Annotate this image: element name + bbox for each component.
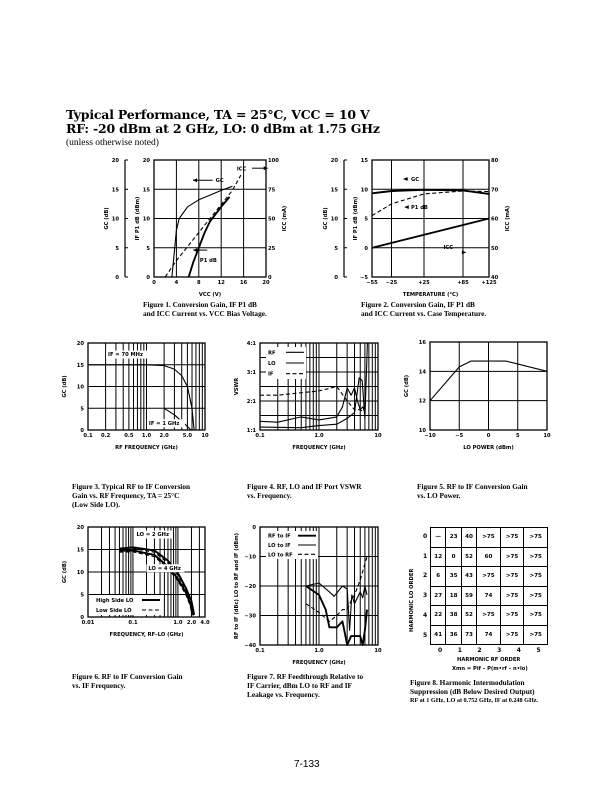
table-cell: 27 [431,586,446,606]
x-tick-label: 4.0 [200,620,210,626]
table-row [431,606,548,626]
table-cell: 40 [461,528,476,548]
harmonic-table [430,527,548,645]
annotation-label: GC [411,177,420,184]
table-cell: 22 [431,606,446,626]
table-cell: 74 [477,586,501,606]
table-cell: — [431,528,446,548]
x-axis-label: FREQUENCY, RF–LO (GHz) [109,632,184,638]
legend-label: LO to IF [268,543,291,549]
y-axis-label: GC (dB) [62,375,68,398]
y-tick-label: 10 [418,428,426,434]
table-row [431,567,548,587]
y-tick-label: 14 [418,369,426,376]
legend-label: RF to IF [268,533,291,540]
y-axis-label: VSWR [234,377,240,396]
caption-fig3 [72,482,190,509]
caption-line: (Low Side LO). [72,500,121,509]
table-cell: 36 [446,625,461,645]
caption-line: and ICC Current vs. VCC Bias Voltage. [143,309,267,318]
chart-fig3 [62,341,209,451]
right-y-tick-label: 80 [491,158,499,164]
table-cell: >75 [524,547,548,567]
right-y-tick-label: 100 [268,158,279,164]
x-tick-label: −55 [366,280,378,286]
outer-y-tick-label: 10 [330,216,338,223]
x-tick-label: 10 [201,433,209,439]
outer-y-tick-label: 0 [334,275,338,281]
x-tick-label: 8 [196,280,201,286]
x-axis-label: VCC (V) [198,292,222,298]
table-cell: >75 [524,567,548,587]
table-row [431,625,548,645]
table-cell: 74 [477,625,501,645]
caption-line: Figure 6. RF to IF Conversion Gain [72,672,183,681]
y-axis-label: GC (dB) [62,560,68,584]
x-tick-label: 16 [239,280,248,286]
y-tick-label: 0 [146,275,150,281]
series-line-icc [372,219,489,248]
x-tick-label: 1.0 [141,433,152,439]
annotation-label: ICC [443,244,454,251]
row-header: 3 [423,592,428,600]
arrow-head-icon [462,250,466,254]
column-header: 5 [536,647,541,654]
caption-fig8 [410,678,538,705]
table-cell: >75 [477,528,501,548]
table-row [431,528,548,548]
table-cell: 60 [477,547,501,567]
x-tick-label: 10 [543,433,551,439]
right-y-tick-label: 60 [491,216,499,223]
caption-fig4 [247,482,362,500]
outer-y-tick-label: 15 [330,187,338,194]
x-tick-label: 10 [374,648,382,654]
table-cell: 59 [461,586,476,606]
caption-line: Figure 8. Harmonic Intermodulation [410,678,525,687]
outer-y-tick-label: 20 [111,158,119,164]
y-tick-label: 1:1 [246,428,256,434]
right-y-axis-label: ICC (mA) [505,205,511,232]
caption-fig2 [361,300,486,318]
table-cell: >75 [524,625,548,645]
row-header: 1 [423,552,428,560]
y-tick-label: 10 [76,384,84,391]
x-tick-label: 12 [217,280,225,286]
x-tick-label: 1.0 [314,648,324,654]
table-cell: >75 [500,547,524,567]
y-tick-label: −30 [244,613,256,620]
outer-y-tick-label: 20 [330,158,338,164]
right-y-tick-label: 40 [491,275,499,281]
y-tick-label: 10 [360,187,368,194]
harmonic-formula: Xmn = Pif – P(m•rf – n•lo) [452,666,528,672]
x-axis-label: RF FREQUENCY (GHz) [115,445,178,451]
caption-line: Gain vs. RF Frequency, TA = 25°C [72,491,180,500]
table-cell: 43 [461,567,476,587]
x-tick-label: +125 [481,280,497,286]
x-tick-label: 0.2 [101,433,111,439]
table-cell: 38 [446,606,461,626]
right-y-axis-label: ICC (mA) [282,205,288,232]
page-title-line-1: Typical Performance, TA = 25°C, VCC = 10 V [66,107,370,122]
table-row [431,586,548,606]
right-y-tick-label: 50 [491,245,499,252]
table-cell: >75 [500,528,524,548]
caption-line: Figure 1. Conversion Gain, IF P1 dB [143,300,257,309]
outer-y-axis-label: GC (dB) [323,207,329,230]
caption-line: and ICC Current vs. Case Temperature. [361,309,487,318]
table-cell: 41 [431,625,446,645]
table-cell: 52 [461,547,476,567]
x-tick-label: 2.0 [159,433,169,439]
chart-fig1 [104,158,288,298]
y-tick-label: 5 [80,406,84,413]
y-tick-label: 4:1 [246,341,256,347]
annotation-label: ICC [236,166,247,173]
x-tick-label: 0.1 [83,433,93,439]
series-line-gc [372,190,489,194]
table-cell: >75 [477,606,501,626]
table-cell: 52 [461,606,476,626]
table-cell: >75 [524,606,548,626]
x-tick-label: +25 [418,280,430,286]
annotation-label: GC [215,178,224,185]
table-cell: 12 [431,547,446,567]
table-cell: >75 [500,606,524,626]
annotation-label: P1 dB [199,257,217,264]
x-tick-label: 5 [515,433,520,439]
caption-line: Leakage vs. Frequency. [247,690,320,699]
arrow-head-icon [403,177,407,181]
column-header: 0 [438,647,443,654]
row-header: 2 [423,572,428,580]
x-tick-label: 0 [152,280,156,286]
y-tick-label: 5 [364,216,368,223]
y-tick-label: 0 [364,245,368,252]
annotation-label: IF = 70 MHz [108,352,144,359]
y-tick-label: 15 [76,362,84,369]
outer-y-tick-label: 5 [115,245,119,252]
chart-fig7 [234,525,382,666]
x-tick-label: 5.0 [182,433,192,439]
y-axis-label: GC (dB) [404,374,410,398]
row-header: 4 [423,611,428,619]
table-cell: >75 [500,586,524,606]
table-cell: >75 [524,528,548,548]
outer-y-tick-label: 0 [115,275,119,281]
y-tick-label: 20 [142,158,150,164]
table-cell: >75 [477,567,501,587]
caption-line: Figure 7. RF Feedthrough Relative to [247,672,364,681]
table-cell: >75 [500,567,524,587]
y-tick-label: 15 [76,547,84,554]
series-line-p1-db [372,191,489,216]
caption-line: Figure 3. Typical RF to IF Conversion [72,482,191,491]
row-header: 5 [423,631,428,639]
y-tick-label: 20 [76,525,84,531]
legend-label: LO [268,361,276,367]
caption-line: Figure 4. RF, LO and IF Port VSWR [247,482,362,491]
x-tick-label: −10 [424,433,436,439]
outer-y-tick-label: 10 [111,216,119,223]
caption-fig1 [143,300,267,318]
table-cell: 18 [446,586,461,606]
arrow-head-icon [405,205,409,209]
chart-fig4 [234,341,382,451]
y-tick-label: 0 [80,428,84,434]
outer-y-axis-label: GC (dB) [104,207,110,230]
x-tick-label: −25 [385,280,398,286]
y-tick-label: −5 [360,275,368,281]
annotation-label: LO = 2 GHz [136,532,170,538]
annotation-label: IF = 1 GHz [148,420,180,427]
y-axis-label: IF P1 dB (dBm) [353,196,359,241]
page-title-line-2: RF: -20 dBm at 2 GHz, LO: 0 dBm at 1.75 GHz [66,121,380,136]
y-tick-label: 3:1 [246,370,256,376]
x-axis-label: LO POWER (dBm) [463,445,514,451]
table-cell: >75 [524,586,548,606]
caption-line: IF Carrier, dBm LO to RF and IF [247,681,352,690]
x-tick-label: 0.01 [81,620,95,626]
outer-y-tick-label: 15 [111,187,119,194]
right-y-tick-label: 70 [491,187,499,194]
caption-line: Figure 2. Conversion Gain, IF P1 dB [361,300,475,309]
series-line-p1-db [189,197,230,277]
y-tick-label: 2:1 [246,399,256,405]
y-axis-label: IF P1 dB (dBm) [135,196,141,241]
x-tick-label: −5 [455,433,464,439]
legend-label: IF [268,371,274,378]
row-header: 0 [423,533,428,540]
caption-line: Suppression (dB Below Desired Output) [410,687,535,696]
y-tick-label: 10 [76,570,84,576]
column-header: 1 [457,647,462,654]
x-tick-label: 2.0 [186,620,197,626]
annotation-label: P1 dB [411,205,428,212]
table-cell: 23 [446,528,461,548]
arrow-head-icon [193,248,197,252]
x-tick-label: +85 [457,280,469,286]
y-tick-label: 0 [252,525,256,531]
table-cell: 6 [431,567,446,587]
harmonic-lo-order-label: HARMONIC LO ORDER [409,568,415,632]
legend-label: LO to RF [268,552,293,559]
x-tick-label: 0.1 [255,648,265,654]
table-cell: >75 [500,625,524,645]
chart-fig6 [62,525,210,638]
y-tick-label: 12 [418,398,426,405]
column-header: 4 [516,647,521,654]
legend-label: RF [268,350,276,357]
caption-line: vs. Frequency. [247,491,292,500]
y-tick-label: −20 [244,584,256,590]
page-number: 7-133 [294,759,320,770]
chart-fig5 [404,340,551,451]
y-tick-label: 15 [360,158,368,164]
table-cell: 0 [446,547,461,567]
caption-line: vs. LO Power. [417,491,461,500]
arrow-head-icon [193,178,197,182]
y-tick-label: 10 [142,216,150,223]
y-tick-label: −40 [244,643,256,649]
harmonic-rf-order-label: HARMONIC RF ORDER [457,657,521,663]
right-y-tick-label: 50 [268,216,276,223]
caption-line: RF at 1 GHz, LO at 0.752 GHz, IF at 0.248 GHz. [410,697,539,704]
legend-label: High Side LO [96,598,134,604]
x-tick-label: 20 [262,280,270,286]
x-tick-label: 0.1 [255,433,265,439]
page-subtitle: (unless otherwise noted) [66,138,159,148]
y-tick-label: 5 [146,245,150,252]
caption-fig6 [72,672,183,690]
y-tick-label: −10 [244,554,256,561]
right-y-tick-label: 0 [268,275,272,281]
x-tick-label: 0.5 [124,433,134,439]
table-cell: 73 [461,625,476,645]
chart-fig2 [323,158,511,298]
x-tick-label: 1.0 [173,620,183,626]
x-axis-label: TEMPERATURE (°C) [402,292,459,298]
table-cell: 35 [446,567,461,587]
x-axis-label: FREQUENCY (GHz) [292,445,346,451]
y-tick-label: 5 [80,592,84,599]
caption-fig5 [417,482,528,500]
x-tick-label: 1.0 [314,433,324,439]
table-row [431,547,548,567]
y-tick-label: 16 [418,340,426,346]
x-tick-label: 0 [486,433,491,439]
right-y-tick-label: 25 [268,245,276,252]
x-axis-label: FREQUENCY (GHz) [292,660,346,666]
outer-y-tick-label: 5 [334,245,338,252]
legend-label: Low Side LO [96,608,132,614]
caption-fig7 [247,672,363,699]
column-header: 2 [477,647,482,654]
y-tick-label: 0 [80,615,84,621]
y-axis-label: RF to IF (dBc) LO to RF and IF (dBm) [234,532,240,640]
caption-line: Figure 5. RF to IF Conversion Gain [417,482,528,491]
caption-line: vs. IF Frequency. [72,681,126,690]
y-tick-label: 20 [76,341,84,347]
annotation-label: LO = 4 GHz [148,565,181,572]
y-tick-label: 15 [142,187,150,194]
column-header: 3 [497,647,502,654]
right-y-tick-label: 75 [268,187,276,194]
x-tick-label: 0.1 [128,620,138,626]
x-tick-label: 10 [374,433,382,439]
x-tick-label: 4 [174,280,179,286]
